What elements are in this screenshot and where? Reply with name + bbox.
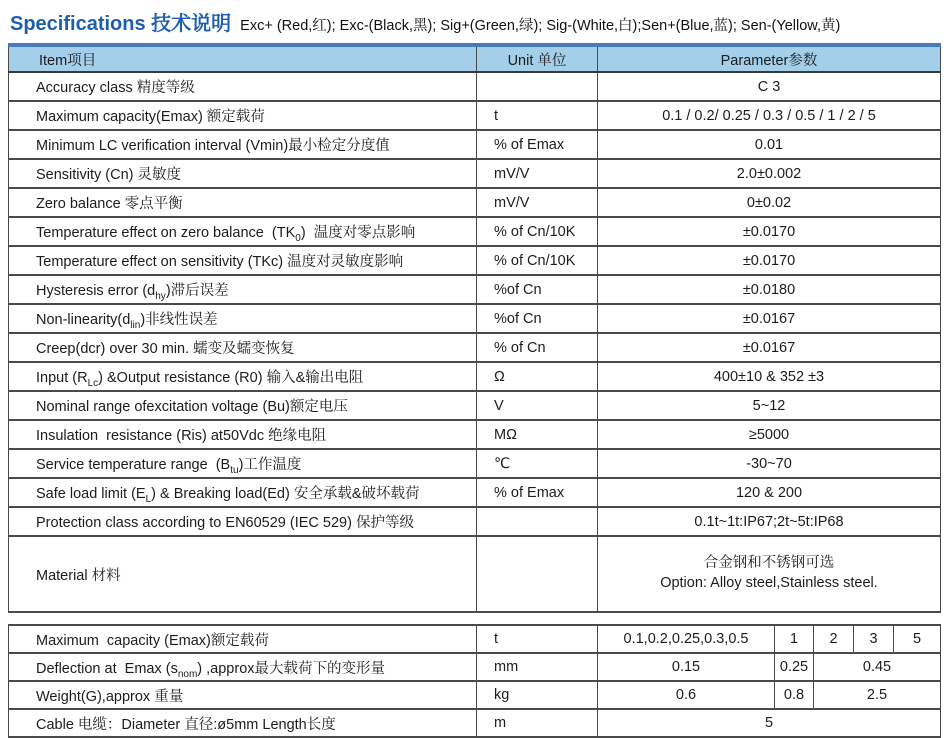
label-text: Creep(dcr) over 30 min. 蠕变及蠕变恢复 — [36, 341, 295, 357]
spec-item-cell — [9, 507, 477, 536]
spec-item-cell — [9, 101, 477, 130]
spec-unit-cell — [477, 507, 598, 536]
header-parameter: Parameter参数 — [598, 45, 941, 72]
subscript-text: nom — [177, 668, 198, 680]
spec-parameter-cell: ±0.0167 — [598, 333, 941, 362]
spec-parameter-cell: ±0.0180 — [598, 275, 941, 304]
wiring-color-code: Exc+ (Red,红); Exc-(Black,黑); Sig+(Green,绿); Sig-(White,白);Sen+(Blue,蓝); Sen-(Yellow,黄) — [240, 18, 841, 34]
capacity-row — [9, 625, 941, 653]
spec-unit-cell: t — [477, 101, 598, 130]
spec-table-body — [9, 72, 941, 612]
subscript-text: tu — [230, 464, 239, 476]
spec-row — [9, 130, 941, 159]
spec-row — [9, 188, 941, 217]
capacity-unit-cell: t — [477, 625, 598, 653]
label-text: Hysteresis error (d — [36, 283, 156, 299]
spec-row — [9, 536, 941, 612]
capacity-table — [8, 624, 941, 738]
spec-item-cell — [9, 72, 477, 101]
label-text: Temperature effect on sensitivity (TKc) 温度对灵敏度影响 — [36, 254, 404, 270]
capacity-value-cell: 0.45 — [814, 653, 941, 681]
capacity-value-cell: 0.25 — [775, 653, 814, 681]
label-text: Maximum capacity(Emax) 额定载荷 — [36, 109, 265, 125]
label-text: Weight(G),approx 重量 — [36, 688, 184, 705]
spec-unit-cell: %of Cn — [477, 304, 598, 333]
subscript-text: 0 — [295, 232, 301, 244]
subscript-text: hy — [155, 290, 166, 302]
spec-parameter-cell: 0.1t~1t:IP67;2t~5t:IP68 — [598, 507, 941, 536]
label-text: ) 温度对零点影响 — [300, 225, 416, 241]
spec-parameter-cell: 120 & 200 — [598, 478, 941, 507]
capacity-item-cell — [9, 653, 477, 681]
label-text: )非线性误差 — [140, 312, 218, 328]
specifications-table — [8, 43, 941, 613]
spec-unit-cell: ℃ — [477, 449, 598, 478]
label-text: Minimum LC verification interval (Vmin)最小检定分度值 — [36, 138, 390, 154]
label-text: ) & Breaking load(Ed) 安全承载&破坏载荷 — [151, 486, 420, 502]
label-text: Zero balance 零点平衡 — [36, 196, 183, 212]
spec-unit-cell: % of Emax — [477, 478, 598, 507]
spec-item-cell — [9, 391, 477, 420]
spec-unit-cell: V — [477, 391, 598, 420]
spec-parameter-cell: ±0.0167 — [598, 304, 941, 333]
spec-parameter-cell — [598, 536, 941, 612]
capacity-value-cell: 0.15 — [598, 653, 775, 681]
label-text: ) ,approx最大载荷下的变形量 — [197, 660, 386, 677]
capacity-value-cell: 1 — [775, 625, 814, 653]
spec-unit-cell: % of Cn/10K — [477, 217, 598, 246]
label-text: Service temperature range (B — [36, 457, 231, 473]
label-text: Cable 电缆：Diameter 直径:ø5mm Length长度 — [36, 716, 336, 733]
value-line: Option: Alloy steel,Stainless steel. — [660, 575, 878, 591]
spec-item-cell — [9, 536, 477, 612]
spec-row — [9, 72, 941, 101]
title-main: Specifications 技术说明 — [10, 13, 232, 35]
spec-parameter-cell: -30~70 — [598, 449, 941, 478]
spec-unit-cell: Ω — [477, 362, 598, 391]
spec-parameter-cell: 5~12 — [598, 391, 941, 420]
label-text: Sensitivity (Cn) 灵敏度 — [36, 167, 182, 183]
spec-unit-cell: mV/V — [477, 188, 598, 217]
table-gap — [0, 613, 946, 624]
spec-row — [9, 304, 941, 333]
value-line: 合金钢和不锈钢可选 — [703, 555, 835, 572]
spec-unit-cell: MΩ — [477, 420, 598, 449]
spec-item-cell — [9, 304, 477, 333]
spec-item-cell — [9, 246, 477, 275]
spec-item-cell — [9, 159, 477, 188]
label-text: Non-linearity(d — [36, 312, 131, 328]
capacity-row — [9, 709, 941, 737]
capacity-value-cell: 5 — [894, 625, 941, 653]
spec-row — [9, 217, 941, 246]
spec-header-row — [9, 45, 941, 72]
spec-item-cell — [9, 275, 477, 304]
spec-parameter-cell: 0.01 — [598, 130, 941, 159]
spec-row — [9, 333, 941, 362]
label-text: )滞后误差 — [165, 283, 229, 299]
label-text: Deflection at Emax (s — [36, 660, 178, 677]
spec-item-cell — [9, 449, 477, 478]
label-text: Protection class according to EN60529 (IEC 529) 保护等级 — [36, 515, 414, 531]
spec-item-cell — [9, 420, 477, 449]
capacity-value-cell: 5 — [598, 709, 941, 737]
spec-item-cell — [9, 478, 477, 507]
label-text: Accuracy class 精度等级 — [36, 80, 195, 96]
spec-unit-cell: mV/V — [477, 159, 598, 188]
capacity-table-body — [9, 625, 941, 737]
spec-parameter-cell: 0.1 / 0.2/ 0.25 / 0.3 / 0.5 / 1 / 2 / 5 — [598, 101, 941, 130]
capacity-item-cell — [9, 625, 477, 653]
spec-unit-cell: % of Cn — [477, 333, 598, 362]
spec-parameter-cell: C 3 — [598, 72, 941, 101]
spec-unit-cell: % of Emax — [477, 130, 598, 159]
spec-unit-cell: % of Cn/10K — [477, 246, 598, 275]
spec-row — [9, 449, 941, 478]
label-text: )工作温度 — [238, 457, 302, 473]
spec-parameter-cell: ±0.0170 — [598, 217, 941, 246]
capacity-value-cell: 0.8 — [775, 681, 814, 709]
spec-item-cell — [9, 130, 477, 159]
capacity-item-cell — [9, 709, 477, 737]
spec-parameter-cell: ≥5000 — [598, 420, 941, 449]
spec-unit-cell — [477, 72, 598, 101]
spec-row — [9, 159, 941, 188]
header-item: Item项目 — [9, 45, 477, 72]
capacity-unit-cell: m — [477, 709, 598, 737]
header-unit: Unit 单位 — [477, 45, 598, 72]
spec-unit-cell — [477, 536, 598, 612]
spec-item-cell — [9, 333, 477, 362]
subscript-text: Lc — [87, 377, 99, 389]
capacity-item-cell — [9, 681, 477, 709]
capacity-value-cell: 3 — [854, 625, 894, 653]
label-text: Safe load limit (E — [36, 486, 146, 502]
spec-row — [9, 391, 941, 420]
spec-row — [9, 478, 941, 507]
spec-row — [9, 420, 941, 449]
capacity-value-cell: 2 — [814, 625, 854, 653]
capacity-unit-cell: mm — [477, 653, 598, 681]
spec-parameter-cell: 2.0±0.002 — [598, 159, 941, 188]
label-text: Input (R — [36, 370, 88, 386]
subscript-text: lin — [130, 319, 141, 331]
label-text: Maximum capacity (Emax)额定载荷 — [36, 632, 269, 649]
spec-parameter-cell: 0±0.02 — [598, 188, 941, 217]
spec-unit-cell: %of Cn — [477, 275, 598, 304]
capacity-unit-cell: kg — [477, 681, 598, 709]
label-text: Insulation resistance (Ris) at50Vdc 绝缘电阻 — [36, 428, 327, 444]
spec-parameter-cell: ±0.0170 — [598, 246, 941, 275]
capacity-value-cell: 0.6 — [598, 681, 775, 709]
capacity-row — [9, 653, 941, 681]
label-text: ) &Output resistance (R0) 输入&输出电阻 — [98, 370, 364, 386]
capacity-value-cell: 0.1,0.2,0.25,0.3,0.5 — [598, 625, 775, 653]
spec-row — [9, 101, 941, 130]
spec-item-cell — [9, 217, 477, 246]
spec-row — [9, 362, 941, 391]
label-text: Temperature effect on zero balance (TK — [36, 225, 296, 241]
label-text: Nominal range ofexcitation voltage (Bu)额定电压 — [36, 399, 348, 415]
spec-row — [9, 275, 941, 304]
page-title — [0, 0, 946, 43]
label-text: Material 材料 — [36, 567, 121, 584]
spec-item-cell — [9, 188, 477, 217]
subscript-text: L — [145, 493, 152, 505]
spec-item-cell — [9, 362, 477, 391]
capacity-value-cell: 2.5 — [814, 681, 941, 709]
spec-row — [9, 507, 941, 536]
spec-row — [9, 246, 941, 275]
spec-parameter-cell: 400±10 & 352 ±3 — [598, 362, 941, 391]
capacity-row — [9, 681, 941, 709]
